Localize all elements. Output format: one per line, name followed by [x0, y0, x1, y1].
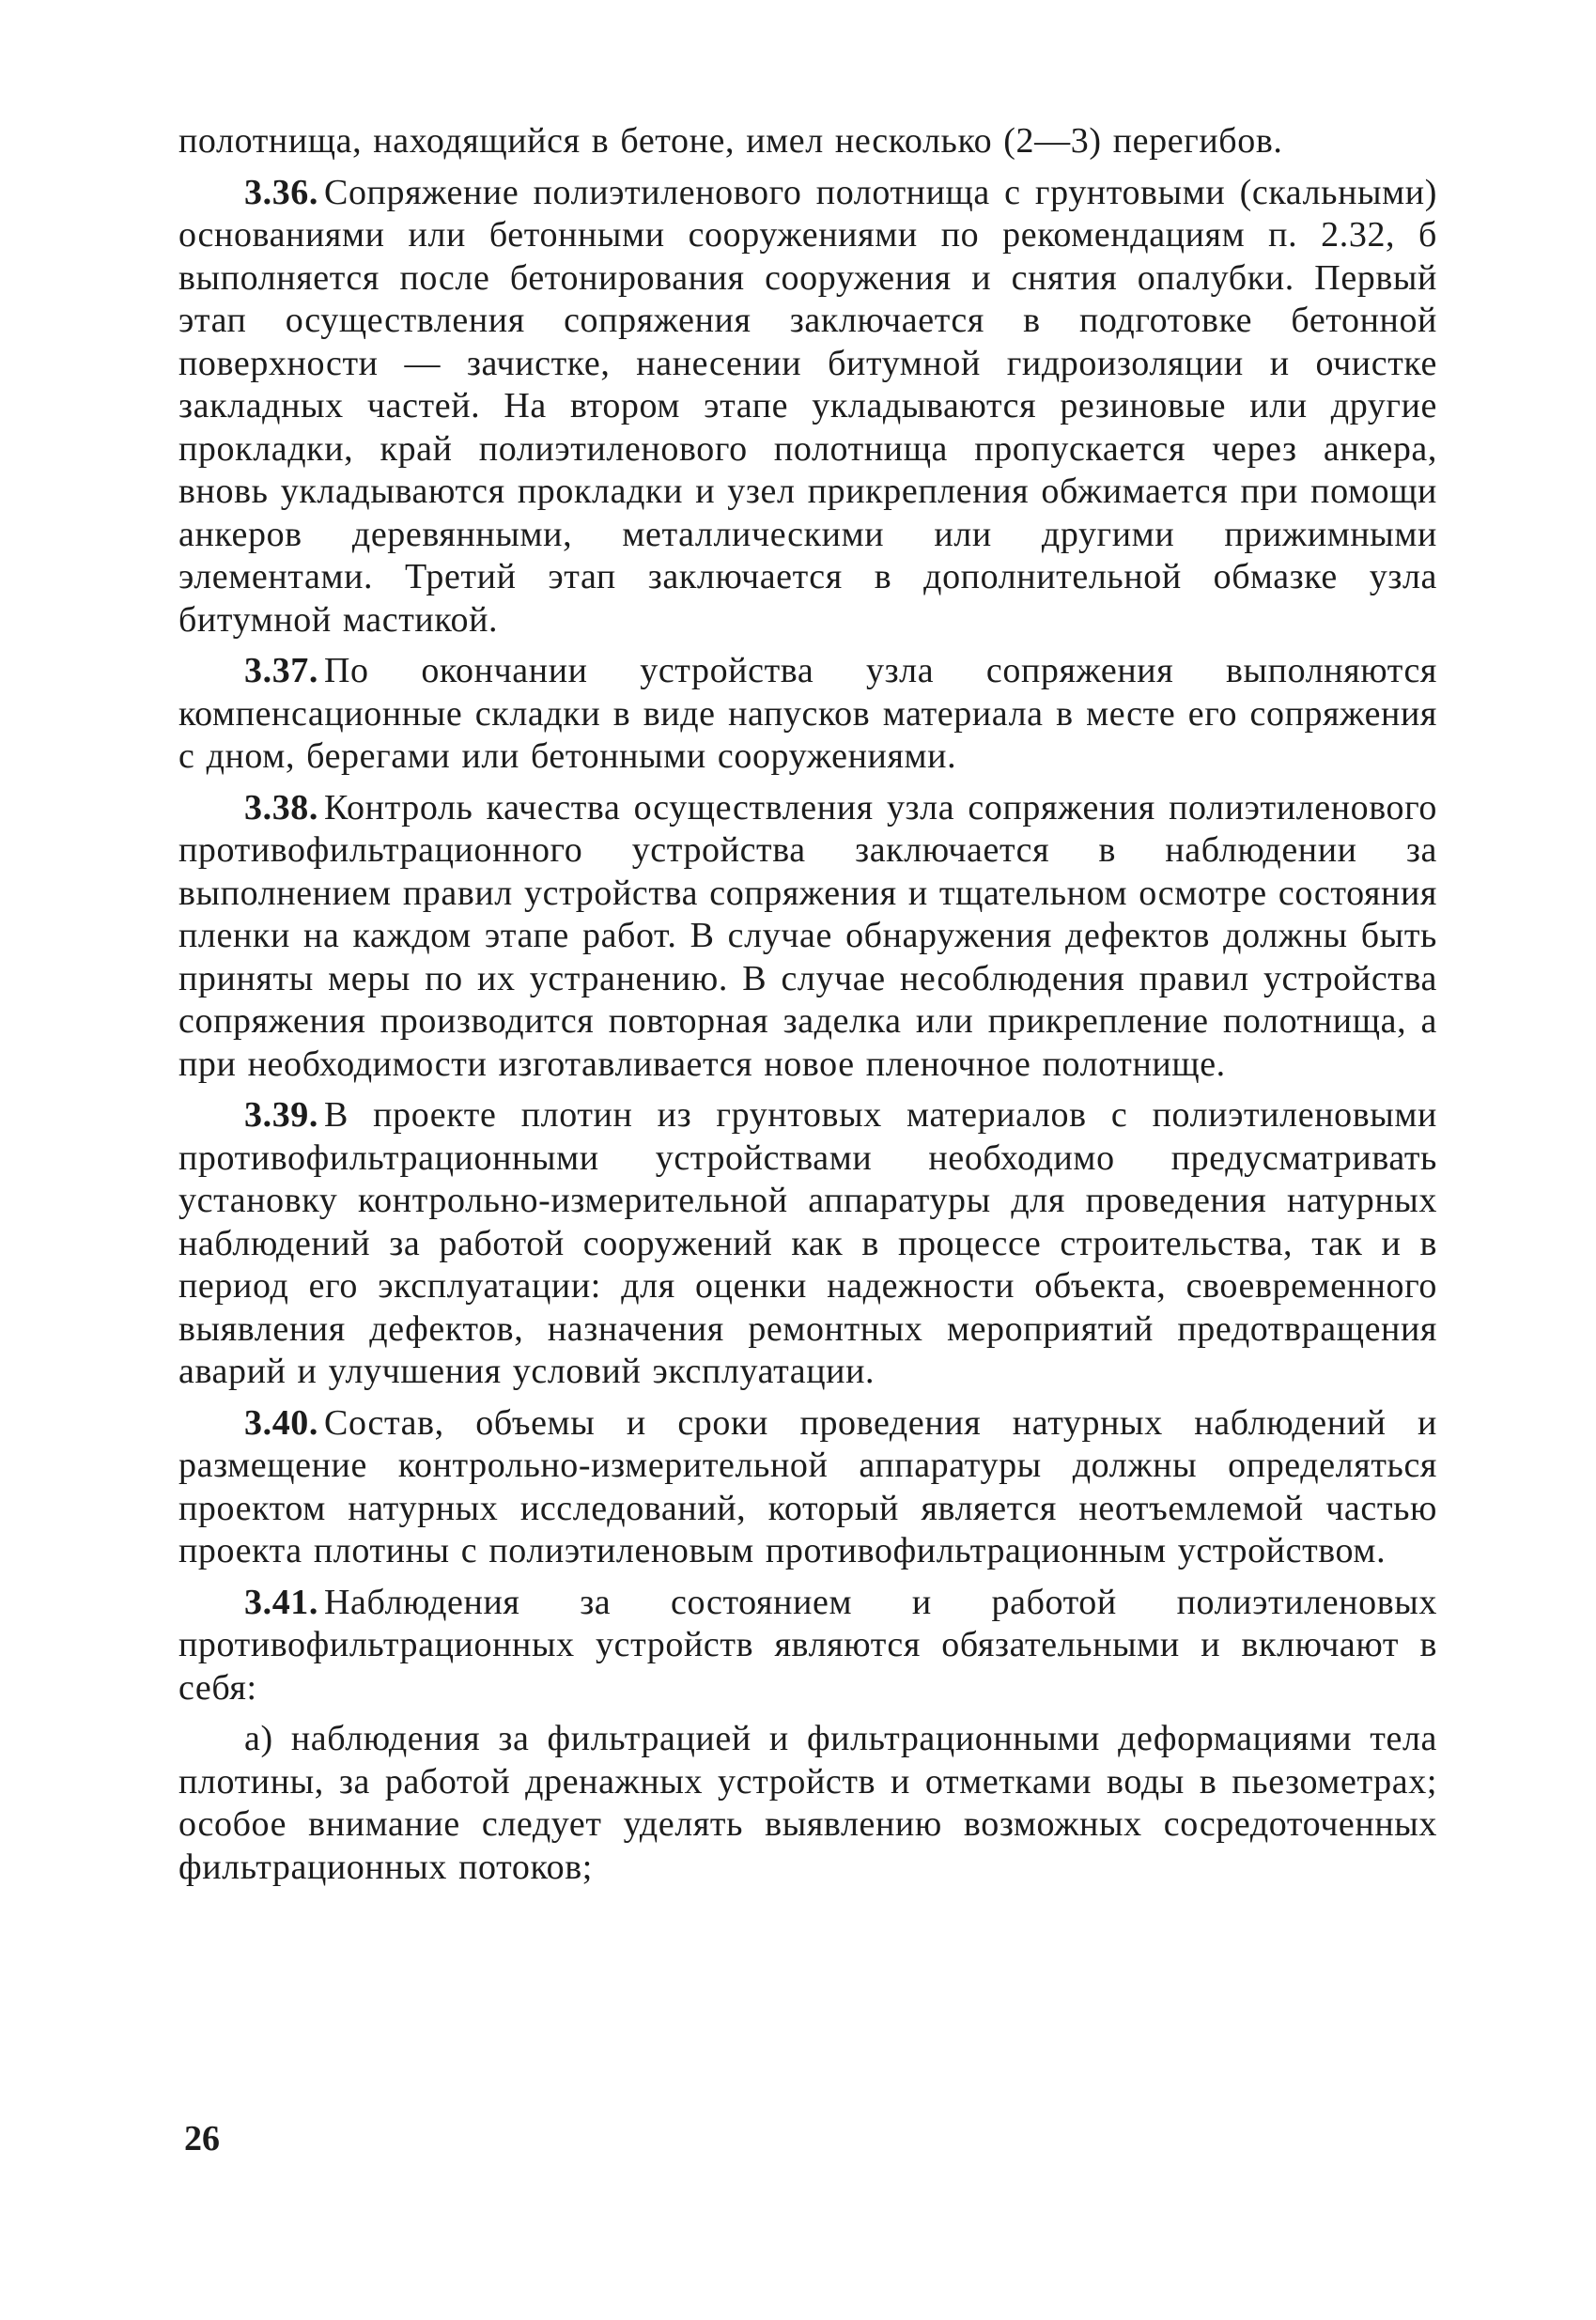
- paragraph-3-40: [178, 1402, 1437, 1573]
- paragraph-number: 3.40.: [244, 1402, 318, 1443]
- paragraph-text: Сопряжение полиэтиленового полотнища с грунтовыми (скальными) основаниями или бетонными сооружениями по рекомендациям п. 2.32, б выполняется после бетонирования сооружения и снятия опалубки. Первый этап осуществления сопряжения заключается в подготовке бетонной поверхности — зачистке, нанесении битумной гидроизоляции и очистке закладных частей. На втором этапе укладываются резиновые или другие прокладки, край полиэтиленового полотнища пропускается через анкера, вновь укладываются прокладки и узел прикрепления обжимается при помощи анкеров деревянными, металлическими или другими прижимными элементами. Третий этап заключается в дополнительной обмазке узла битумной мастикой.: [178, 172, 1437, 640]
- paragraph-3-41: [178, 1582, 1437, 1710]
- paragraph-number: 3.39.: [244, 1095, 318, 1135]
- paragraph-number: 3.37.: [244, 651, 318, 690]
- paragraph-item-a: [178, 1718, 1437, 1889]
- paragraph-number: 3.36.: [244, 172, 318, 212]
- page-body: [178, 120, 1437, 1897]
- paragraph-number: 3.38.: [244, 787, 318, 827]
- paragraph-3-37: [178, 650, 1437, 779]
- paragraph-3-38: [178, 787, 1437, 1087]
- paragraph-text: а) наблюдения за фильтрацией и фильтрационными деформациями тела плотины, за работой дренажных устройств и отметками воды в пьезометрах; особое внимание следует уделять выявлению возможных сосредоточенных фильтрационных потоков;: [178, 1719, 1437, 1887]
- paragraph-continuation: [178, 120, 1437, 163]
- paragraph-text: полотнища, находящийся в бетоне, имел несколько (2—3) перегибов.: [178, 121, 1283, 161]
- paragraph-text: Наблюдения за состоянием и работой полиэтиленовых противофильтрационных устройств являются обязательными и включают в себя:: [178, 1582, 1437, 1708]
- paragraph-text: Состав, объемы и сроки проведения натурных наблюдений и размещение контрольно-измерительной аппаратуры должны определяться проектом натурных исследований, который является неотъемлемой частью проекта плотины с полиэтиленовым противофильтрационным устройством.: [178, 1402, 1437, 1570]
- paragraph-3-36: [178, 172, 1437, 642]
- paragraph-number: 3.41.: [244, 1582, 318, 1622]
- paragraph-text: В проекте плотин из грунтовых материалов с полиэтиленовыми противофильтрационными устройствами необходимо предусматривать установку контрольно-измерительной аппаратуры для проведения натурных наблюдений за работой сооружений как в процессе строительства, так и в период его эксплуатации: для оценки надежности объекта, своевременного выявления дефектов, назначения ремонтных мероприятий предотвращения аварий и улучшения условий эксплуатации.: [178, 1095, 1437, 1391]
- paragraph-3-39: [178, 1094, 1437, 1394]
- page-number: 26: [184, 2119, 220, 2158]
- paragraph-text: Контроль качества осуществления узла сопряжения полиэтиленового противофильтрационного устройства заключается в наблюдении за выполнением правил устройства сопряжения и тщательном осмотре состояния пленки на каждом этапе работ. В случае обнаружения дефектов должны быть приняты меры по их устранению. В случае несоблюдения правил устройства сопряжения производится повторная заделка или прикрепление полотнища, а при необходимости изготавливается новое пленочное полотнище.: [178, 787, 1437, 1084]
- paragraph-text: По окончании устройства узла сопряжения выполняются компенсационные складки в виде напусков материала в месте его сопряжения с дном, берегами или бетонными сооружениями.: [178, 651, 1437, 776]
